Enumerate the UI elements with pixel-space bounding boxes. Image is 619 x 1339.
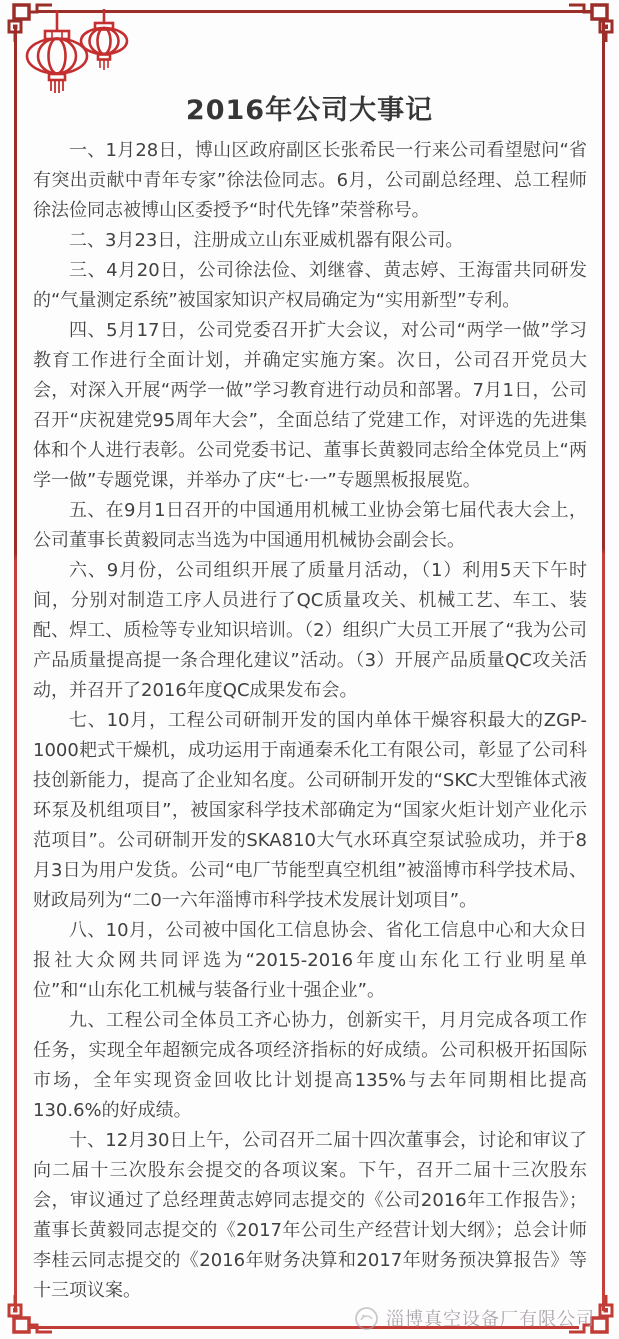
watermark-text: 淄博真空设备厂有限公司 — [386, 1309, 595, 1330]
watermark — [354, 1305, 595, 1331]
page-title: 2016年公司大事记 — [185, 95, 434, 127]
company-seal-logo-icon — [354, 1306, 379, 1331]
paragraph: 十、12月30日上午，公司召开二届十四次董事会，讨论和审议了向二届十三次股东会提交的各项议案。下午，召开二届十三次股东会，审议通过了总经理黄志婷同志提交的《公司2016年工作报告》；董事长黄毅同志提交的《2017年公司生产经营计划大纲》；总会计师李桂云同志提交的《2016年财务决算和2017年财务预决算报告》等十三项议案。 — [33, 1130, 587, 1299]
article-body — [33, 136, 587, 1299]
frame-border-left — [14, 28, 17, 1311]
corner-ornament-icon — [569, 2, 615, 42]
paragraph: 四、5月17日，公司党委召开扩大会议，对公司“两学一做”学习教育工作进行全面计划，并确定实施方案。次日，公司召开党员大会，对深入开展“两学一做”学习教育进行动员和部署。7月1日，公司召开“庆祝建党95周年大会”，全面总结了党建工作，对评选的先进集体和个人进行表彰。公司党委书记、董事长黄毅同志给全体党员上“两学一做”专题党课，并举办了庆“七·一”专题黑板报展览。 — [33, 320, 587, 491]
paragraph: 八、10月，公司被中国化工信息协会、省化工信息中心和大众日报社大众网共同评选为“2015-2016年度山东化工行业明星单位”和“山东化工机械与装备行业十强企业”。 — [33, 920, 587, 1001]
frame-border-right — [602, 18, 605, 1311]
red-lanterns-icon — [12, 9, 152, 109]
paragraph: 五、在9月1日召开的中国通用机械工业协会第七届代表大会上，公司董事长黄毅同志当选为中国通用机械协会副会长。 — [33, 500, 587, 551]
paragraph: 七、10月，工程公司研制开发的国内单体干燥容积最大的ZGP-1000耙式干燥机，成功运用于南通秦禾化工有限公司，彰显了公司科技创新能力，提高了企业知名度。公司研制开发的“SKC大型锥体式液环泵及机组项目”，被国家科学技术部确定为“国家火炬计划产业化示范项目”。公司研制开发的SKA810大气水环真空泵试验成功，并于8月3日为用户发货。公司“电厂节能型真空机组”被淄博市科学技术局、财政局列为“二0一六年淄博市科学技术发展计划项目”。 — [33, 710, 587, 911]
paragraph: 三、4月20日，公司徐法俭、刘继睿、黄志婷、王海雷共同研发的“气量测定系统”被国家知识产权局确定为“实用新型”专利。 — [33, 260, 587, 311]
paragraph: 九、工程公司全体员工齐心协力，创新实干，月月完成各项工作任务，实现全年超额完成各项经济指标的好成绩。公司积极开拓国际市场，全年实现资金回收比计划提高135%与去年同期相比提高130.6%的好成绩。 — [33, 1010, 587, 1121]
paragraph: 二、3月23日，注册成立山东亚威机器有限公司。 — [69, 230, 464, 251]
paragraph: 六、9月份，公司组织开展了质量月活动，（1）利用5天下午时间，分别对制造工序人员进行了QC质量攻关、机械工艺、车工、装配、焊工、质检等专业知识培训。（2）组织广大员工开展了“我为公司产品质量提高提一条合理化建议”活动。（3）开展产品质量QC攻关活动，并召开了2016年度QC成果发布会。 — [33, 560, 587, 701]
paragraph: 一、1月28日，博山区政府副区长张希民一行来公司看望慰问“省有突出贡献中青年专家”徐法俭同志。6月，公司副总经理、总工程师徐法俭同志被博山区委授予“时代先锋”荣誉称号。 — [33, 140, 587, 221]
corner-ornament-icon — [6, 1295, 52, 1335]
